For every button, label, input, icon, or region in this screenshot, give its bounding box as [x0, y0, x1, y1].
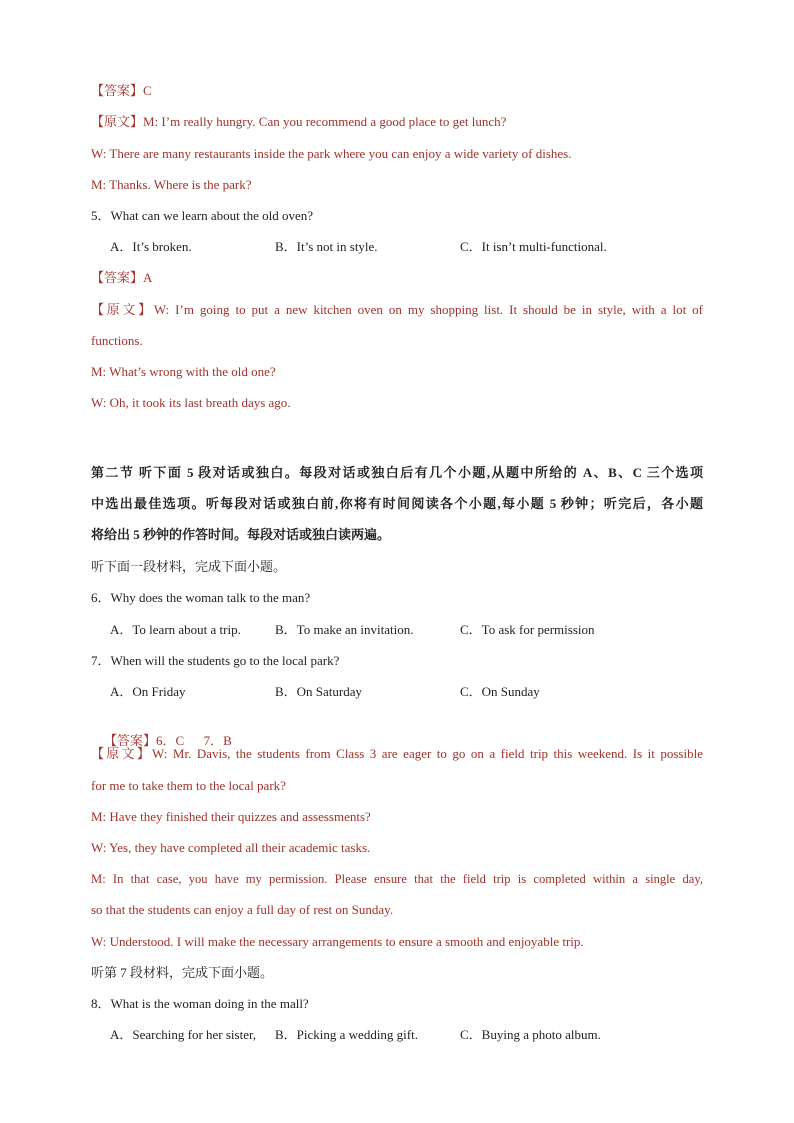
q5-source-line-3: M: What’s wrong with the old one?: [91, 364, 276, 379]
option-b: B．Picking a wedding gift.: [275, 1027, 418, 1042]
answer-value: A: [143, 270, 153, 285]
option-b: B．On Saturday: [275, 684, 363, 699]
q5-answer-line: [91, 269, 152, 287]
q7-source-line-5: M: In that case, you have my permission. Please ensure that the field trip is completed within a single day,: [91, 872, 703, 886]
section2-line-3: 将给出 5 秒钟的作答时间。每段对话或独白读两遍。: [91, 527, 391, 542]
option-a: A．Searching for her sister,: [110, 1027, 257, 1042]
transcript-text: W: I’m going to put a new kitchen oven on my shopping list. It should be in style, with a lot of: [153, 302, 703, 317]
option-c: C．To ask for permission: [460, 622, 595, 637]
source-tag: 【原文】: [91, 302, 154, 317]
q7-question: 7．When will the students go to the local park?: [91, 653, 340, 668]
q4-source-line-1: [91, 113, 506, 131]
q7-source-line-1: [91, 745, 703, 763]
q7-source-line-2: for me to take them to the local park?: [91, 778, 286, 793]
section2-line-1: 第二节 听下面 5 段对话或独白。每段对话或独白后有几个小题,从题中所给的 A、B、C 三个选项: [91, 465, 703, 480]
q4-answer-line: [91, 82, 152, 100]
q4-source-line-3: M: Thanks. Where is the park?: [91, 177, 252, 192]
answer-tag: 【答案】: [91, 83, 144, 98]
q8-question: 8．What is the woman doing in the mall?: [91, 996, 309, 1011]
answer-tag: 【答案】: [91, 270, 144, 285]
option-b: B．It’s not in style.: [275, 239, 378, 254]
answer-value: 6．C 7．B: [156, 733, 232, 748]
transcript-text: M: I’m really hungry. Can you recommend a good place to get lunch?: [143, 114, 507, 129]
q4-source-line-2: W: There are many restaurants inside the park where you can enjoy a wide variety of dishes.: [91, 146, 572, 161]
section2-intro: 听下面一段材料，完成下面小题。: [91, 559, 287, 574]
q7-source-line-3: M: Have they finished their quizzes and assessments?: [91, 809, 371, 824]
q7-source-line-7: W: Understood. I will make the necessary arrangements to ensure a smooth and enjoyable trip.: [91, 934, 584, 949]
source-tag: 【原文】: [91, 114, 144, 129]
q5-source-line-2: functions.: [91, 333, 143, 348]
q7-source-line-4: W: Yes, they have completed all their academic tasks.: [91, 840, 371, 855]
section2-line-2: 中选出最佳选项。听每段对话或独白前,你将有时间阅读各个小题,每小题 5 秒钟；听完后，各小题: [91, 496, 703, 511]
option-c: C．It isn’t multi-functional.: [460, 239, 607, 254]
q6-question: 6．Why does the woman talk to the man?: [91, 590, 311, 605]
q7-source-line-6: so that the students can enjoy a full day of rest on Sunday.: [91, 902, 394, 917]
option-a: A．It’s broken.: [110, 239, 192, 254]
answer-value: C: [143, 83, 152, 98]
q5-source-line-4: W: Oh, it took its last breath days ago.: [91, 395, 291, 410]
option-c: C．Buying a photo album.: [460, 1027, 601, 1042]
option-b: B．To make an invitation.: [275, 622, 414, 637]
option-c: C．On Sunday: [460, 684, 540, 699]
q5-source-line-1: [91, 301, 703, 319]
option-a: A．On Friday: [110, 684, 186, 699]
answer-tag: 【答案】: [104, 733, 157, 748]
source-tag: 【原文】: [91, 746, 152, 761]
transcript-text: W: Mr. Davis, the students from Class 3 are eager to go on a field trip this weekend. Is it possible: [152, 746, 703, 761]
section7-intro: 听第 7 段材料，完成下面小题。: [91, 965, 274, 980]
q5-question: 5．What can we learn about the old oven?: [91, 208, 313, 223]
option-a: A．To learn about a trip.: [110, 622, 241, 637]
